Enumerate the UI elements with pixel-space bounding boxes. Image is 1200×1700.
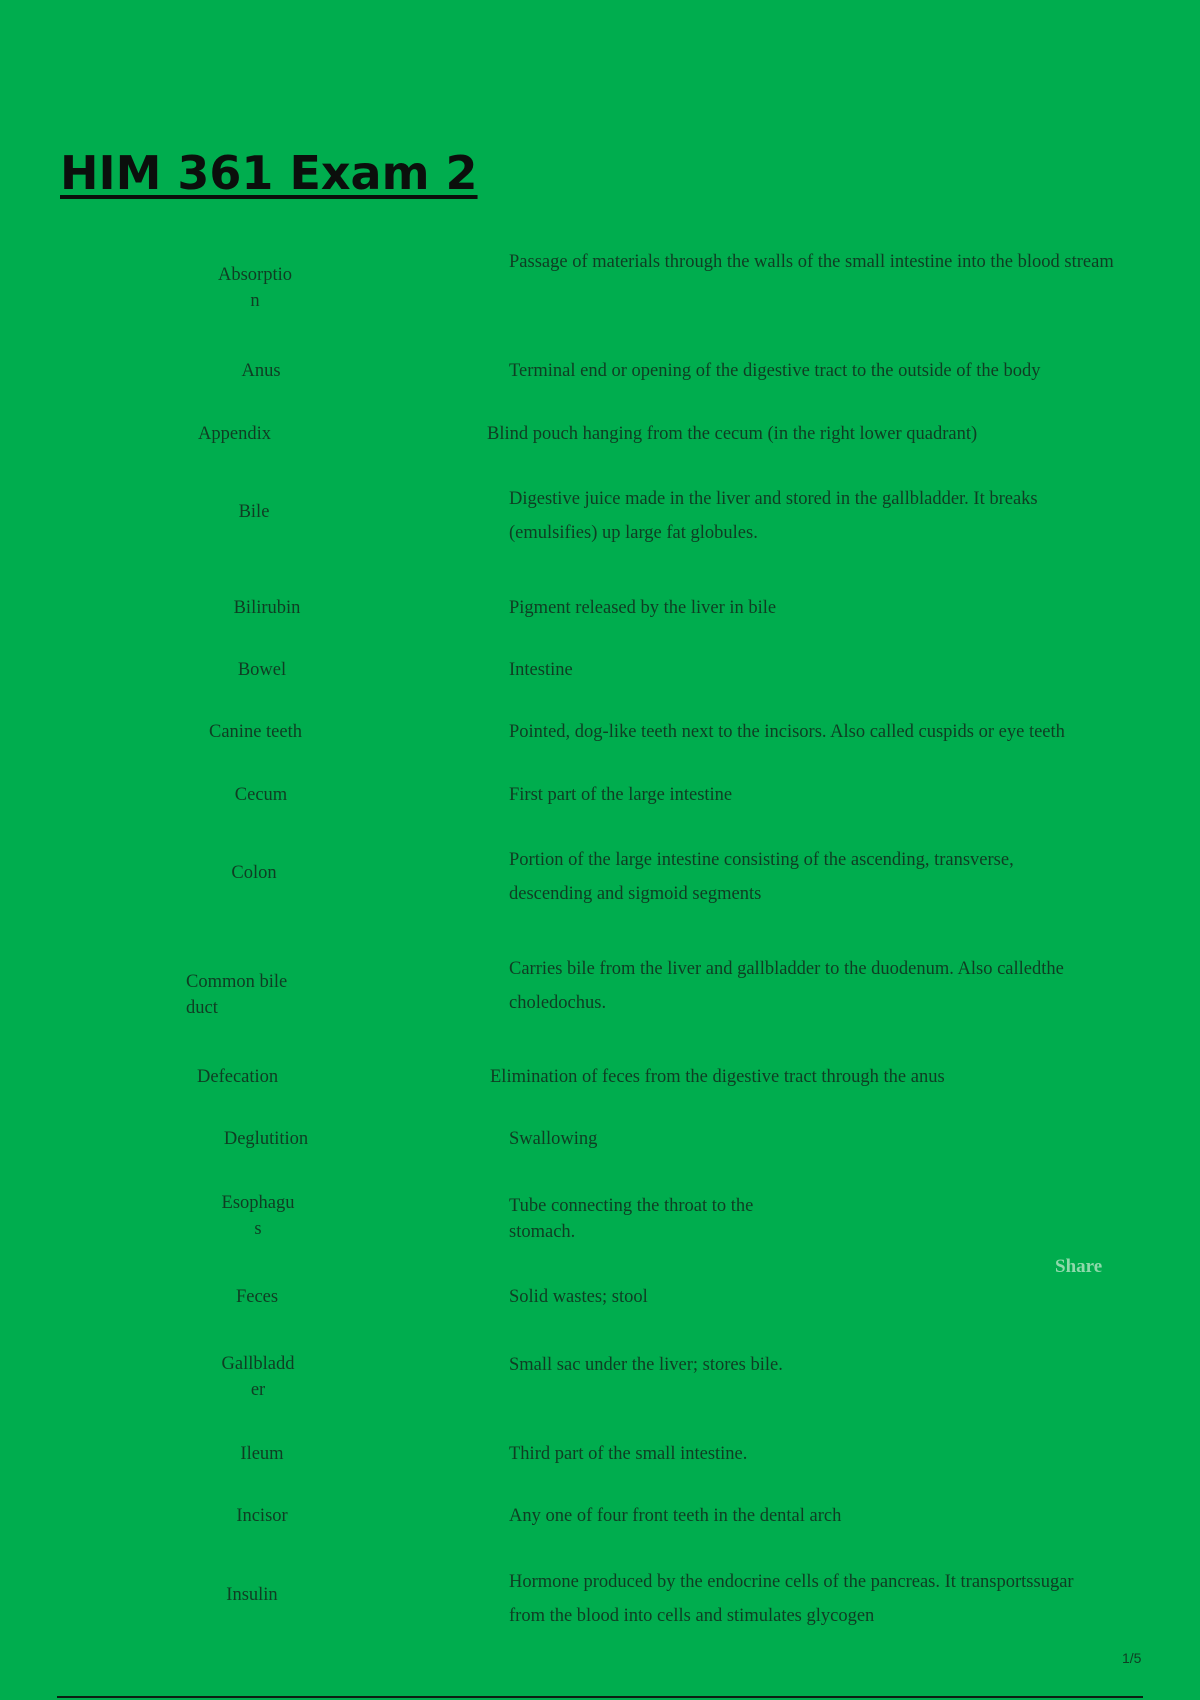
glossary-term: Bile — [238, 502, 270, 522]
glossary-definition: Elimination of feces from the digestive tract through the anus — [490, 1067, 945, 1087]
glossary-definition: Tube connecting the throat to the stomach. — [509, 1196, 754, 1242]
document-title: HIM 361 Exam 2 — [60, 146, 478, 200]
glossary-term: Gallbladd er — [221, 1354, 295, 1400]
glossary-term: Insulin — [226, 1585, 278, 1605]
glossary-term: Common bile duct — [186, 972, 288, 1018]
glossary-term: Deglutition — [223, 1129, 309, 1149]
glossary-definition: Pointed, dog-like teeth next to the incisors. Also called cuspids or eye teeth — [509, 722, 1065, 742]
glossary-term: Canine teeth — [209, 722, 302, 742]
glossary-term: Anus — [241, 361, 281, 381]
glossary-definition: Intestine — [509, 660, 573, 680]
glossary-definition: Any one of four front teeth in the dental arch — [509, 1506, 842, 1526]
page-indicator: 1/5 — [1122, 1650, 1142, 1666]
glossary-definition: Third part of the small intestine. — [509, 1444, 748, 1464]
glossary-definition: Passage of materials through the walls of the small intestine into the blood stream — [509, 252, 1114, 272]
glossary-definition: Portion of the large intestine consisting of the ascending, transverse, descending and sigmoid segments — [509, 850, 1014, 904]
glossary-definition: Blind pouch hanging from the cecum (in the right lower quadrant) — [487, 424, 978, 444]
glossary-definition: Swallowing — [509, 1129, 598, 1149]
glossary-term: Feces — [235, 1287, 279, 1307]
glossary-definition: Digestive juice made in the liver and stored in the gallbladder. It breaks (emulsifies) up large fat globules. — [509, 489, 1038, 543]
glossary-term: Incisor — [236, 1506, 288, 1526]
share-button[interactable]: Share — [1055, 1256, 1103, 1277]
glossary-term: Appendix — [198, 424, 271, 444]
glossary-term: Absorptio n — [218, 265, 292, 311]
glossary-definition: Solid wastes; stool — [509, 1287, 648, 1307]
glossary-definition: Hormone produced by the endocrine cells of the pancreas. It transportssugar from the blood into cells and stimulates glycogen — [509, 1572, 1074, 1626]
glossary-definition: Carries bile from the liver and gallbladder to the duodenum. Also calledthe choledochus. — [509, 959, 1064, 1013]
glossary-term: Bilirubin — [233, 598, 301, 618]
glossary-definition: Terminal end or opening of the digestive tract to the outside of the body — [509, 361, 1041, 381]
glossary-definition: Small sac under the liver; stores bile. — [509, 1355, 783, 1375]
glossary-term: Colon — [231, 863, 277, 883]
glossary-term: Esophagu s — [221, 1193, 295, 1239]
glossary-definition: Pigment released by the liver in bile — [509, 598, 777, 618]
glossary-definition: First part of the large intestine — [509, 785, 733, 805]
page-divider — [57, 1696, 1143, 1698]
glossary-term: Defecation — [197, 1067, 279, 1087]
glossary-term: Cecum — [234, 785, 288, 805]
glossary-term: Ileum — [240, 1444, 284, 1464]
glossary-term: Bowel — [237, 660, 287, 680]
